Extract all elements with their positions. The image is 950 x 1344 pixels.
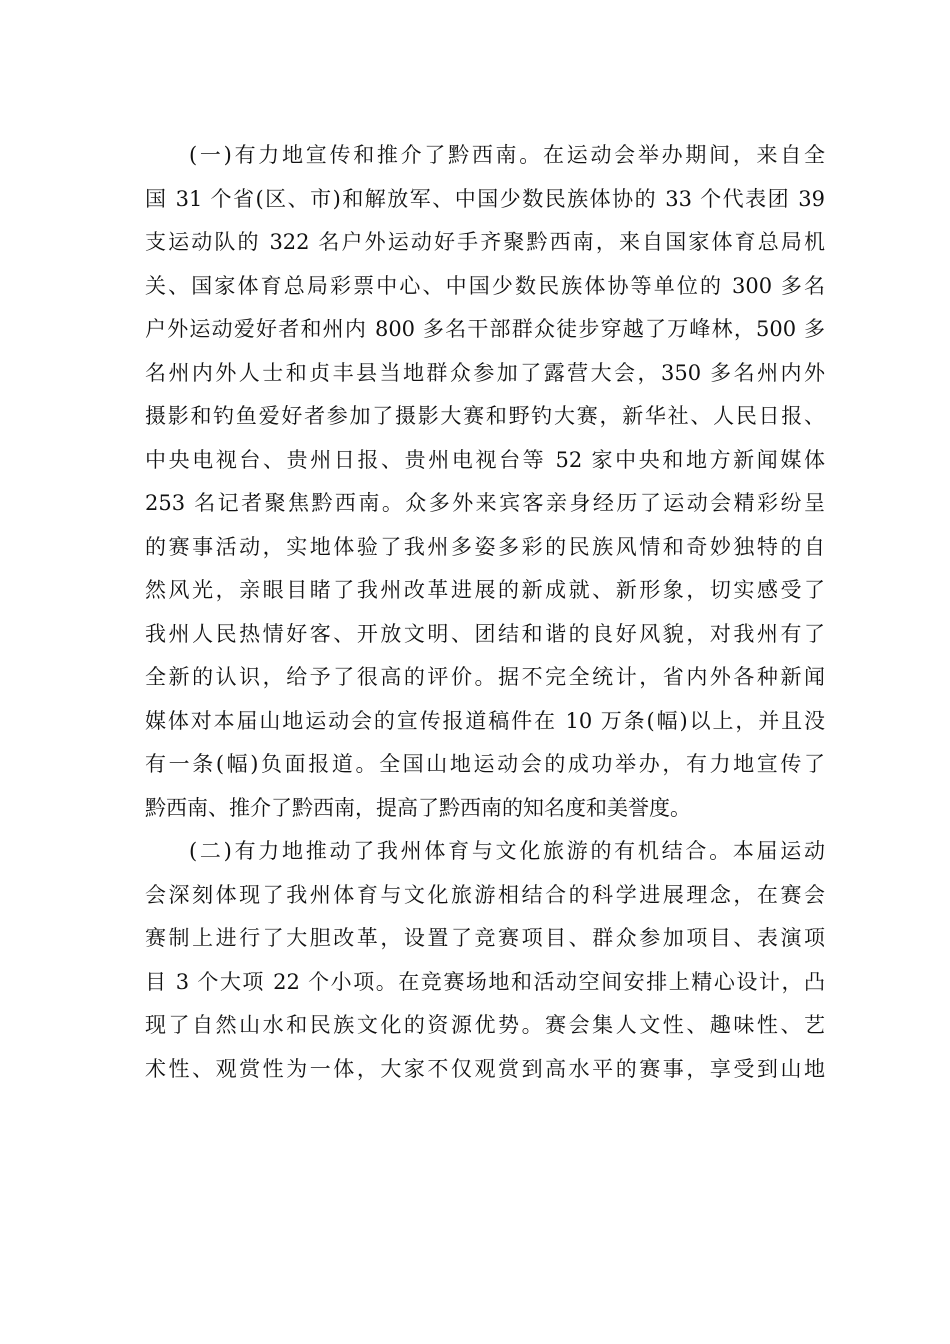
text-line: 的赛事活动，实地体验了我州多姿多彩的民族风情和奇妙独特的自 bbox=[145, 534, 825, 559]
text-line: 253 名记者聚焦黔西南。众多外来宾客亲身经历了运动会精彩纷呈 bbox=[145, 491, 825, 515]
text-line: 关、国家体育总局彩票中心、中国少数民族体协等单位的 300 多名 bbox=[145, 273, 825, 298]
text-line: 我州人民热情好客、开放文明、团结和谐的良好风貌，对我州有了 bbox=[145, 621, 825, 646]
text-line: 现了自然山水和民族文化的资源优势。赛会集人文性、趣味性、艺 bbox=[145, 1013, 825, 1037]
text-line: 名州内外人士和贞丰县当地群众参加了露营大会，350 多名州内外 bbox=[145, 360, 825, 385]
text-line: 全新的认识，给予了很高的评价。据不完全统计，省内外各种新闻 bbox=[145, 665, 825, 689]
text-line: 国 31 个省(区、市)和解放军、中国少数民族体协的 33 个代表团 39 bbox=[145, 186, 825, 211]
text-line: 摄影和钓鱼爱好者参加了摄影大赛和野钓大赛，新华社、人民日报、 bbox=[145, 404, 825, 428]
text-line: (二)有力地推动了我州体育与文化旅游的有机结合。本届运动 bbox=[189, 839, 825, 863]
paragraph-2 bbox=[145, 830, 825, 1091]
paragraph-1 bbox=[145, 134, 825, 830]
text-line: 有一条(幅)负面报道。全国山地运动会的成功举办，有力地宣传了 bbox=[145, 752, 825, 776]
text-line: 支运动队的 322 名户外运动好手齐聚黔西南，来自国家体育总局机 bbox=[145, 230, 825, 254]
body-text bbox=[145, 134, 825, 1091]
text-line: 术性、观赏性为一体，大家不仅观赏到高水平的赛事，享受到山地 bbox=[145, 1056, 825, 1081]
text-line: 黔西南、推介了黔西南，提高了黔西南的知名度和美誉度。 bbox=[145, 795, 691, 820]
text-line: 赛制上进行了大胆改革，设置了竞赛项目、群众参加项目、表演项 bbox=[145, 926, 825, 950]
text-line: (一)有力地宣传和推介了黔西南。在运动会举办期间，来自全 bbox=[189, 143, 825, 167]
text-line: 会深刻体现了我州体育与文化旅游相结合的科学进展理念，在赛会 bbox=[145, 882, 825, 907]
text-line: 中央电视台、贵州日报、贵州电视台等 52 家中央和地方新闻媒体 bbox=[145, 447, 825, 472]
text-line: 媒体对本届山地运动会的宣传报道稿件在 10 万条(幅)以上，并且没 bbox=[145, 708, 825, 733]
text-line: 然风光，亲眼目睹了我州改革进展的新成就、新形象，切实感受了 bbox=[145, 578, 825, 602]
text-line: 户外运动爱好者和州内 800 多名干部群众徒步穿越了万峰林，500 多 bbox=[145, 317, 825, 341]
text-line: 目 3 个大项 22 个小项。在竞赛场地和活动空间安排上精心设计，凸 bbox=[145, 969, 825, 994]
